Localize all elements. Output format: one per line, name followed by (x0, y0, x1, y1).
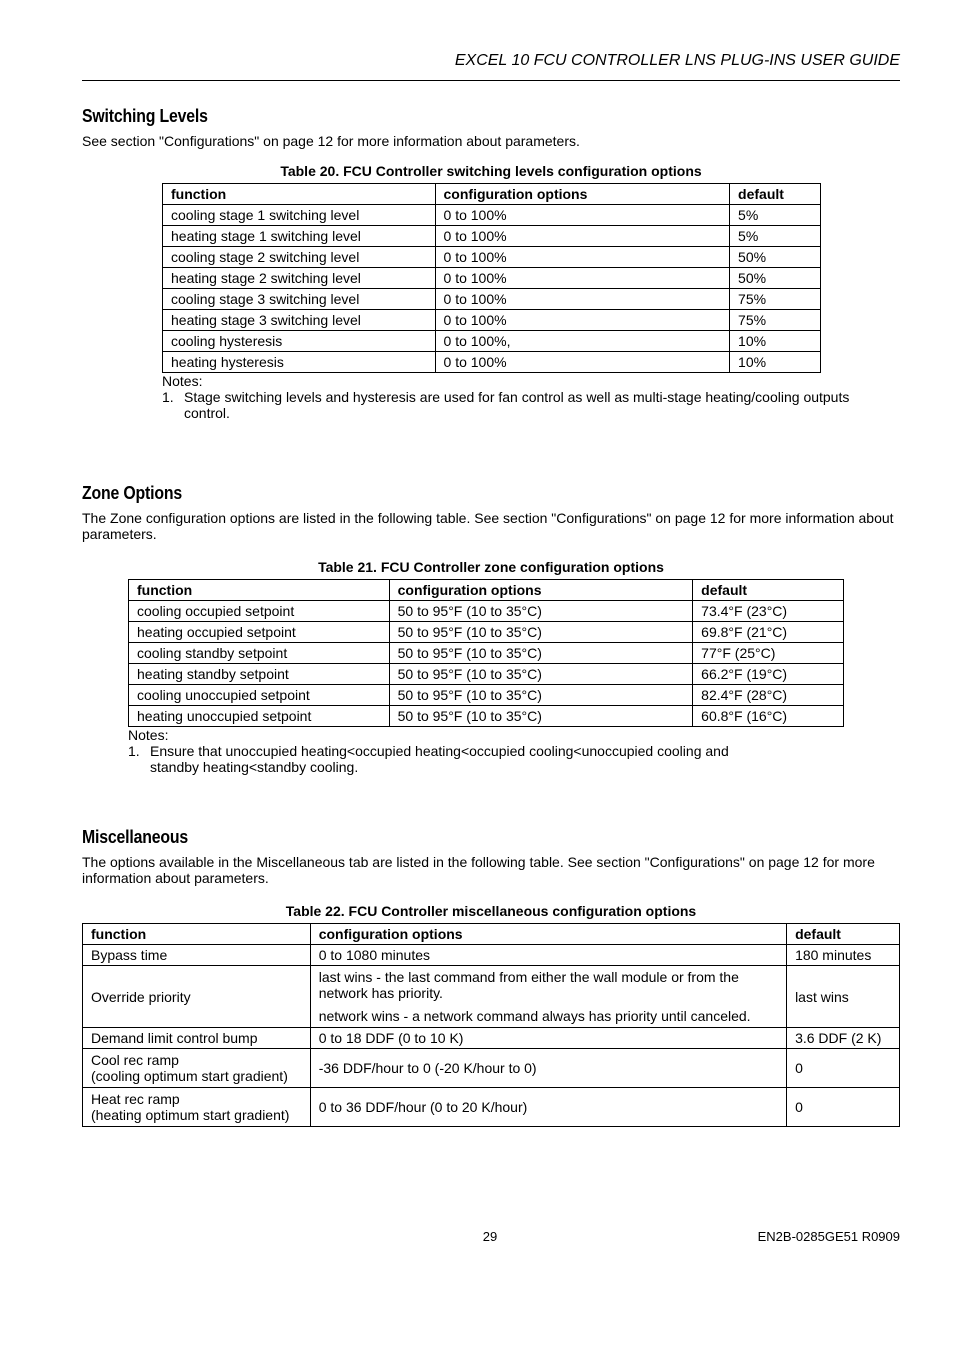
default-cell: 0 (787, 1049, 900, 1088)
default-cell: 50% (730, 247, 821, 268)
page-number: 29 (482, 1229, 498, 1244)
note-item (162, 389, 882, 421)
function-cell: cooling stage 2 switching level (163, 247, 436, 268)
miscellaneous-heading: Miscellaneous (82, 827, 188, 847)
notes-label: Notes: (162, 373, 203, 389)
default-cell: 10% (730, 352, 821, 373)
column-header: default (730, 184, 821, 205)
options-cell: 0 to 100% (435, 247, 730, 268)
function-cell: heating stage 3 switching level (163, 310, 436, 331)
table-row (83, 966, 900, 1028)
function-cell: heating occupied setpoint (129, 622, 390, 643)
option-text: last wins - the last command from either the wall module or from the network has priority. (318, 969, 739, 1001)
notes-label: Notes: (128, 727, 169, 743)
table-21 (128, 579, 844, 727)
function-cell: heating hysteresis (163, 352, 436, 373)
table-row (163, 226, 821, 247)
options-cell (310, 966, 786, 1028)
function-cell: heating stage 2 switching level (163, 268, 436, 289)
table-header-row (83, 924, 900, 945)
options-cell: 0 to 100% (435, 205, 730, 226)
note-number: 1. (128, 743, 140, 759)
table-20 (162, 183, 821, 373)
table-20-caption: Table 20. FCU Controller switching levels configuration options (280, 163, 702, 179)
note-number: 1. (162, 389, 174, 405)
table-row (163, 331, 821, 352)
zone-options-heading: Zone Options (82, 483, 182, 503)
table-row (163, 205, 821, 226)
function-cell: heating unoccupied setpoint (129, 706, 390, 727)
options-cell: 0 to 100% (435, 268, 730, 289)
options-cell: 50 to 95°F (10 to 35°C) (389, 706, 693, 727)
default-cell: 66.2°F (19°C) (693, 664, 844, 685)
default-cell: 77°F (25°C) (693, 643, 844, 664)
default-cell: 75% (730, 310, 821, 331)
zone-options-section (82, 483, 900, 775)
table-20-notes (162, 373, 882, 421)
default-cell: last wins (787, 966, 900, 1028)
table-row (129, 706, 844, 727)
option-text: network wins - a network command always has priority until canceled. (318, 1008, 751, 1024)
column-header: configuration options (389, 580, 693, 601)
zone-options-intro: The Zone configuration options are listed in the following table. See section "Configurations" on page 12 for more information about parameters. (82, 510, 894, 542)
table-row (83, 1028, 900, 1049)
default-cell: 0 (787, 1088, 900, 1127)
document-code: EN2B-0285GE51 R0909 (757, 1229, 900, 1244)
options-cell: 50 to 95°F (10 to 35°C) (389, 643, 693, 664)
miscellaneous-section (82, 827, 900, 1127)
options-cell: 50 to 95°F (10 to 35°C) (389, 664, 693, 685)
table-row (163, 247, 821, 268)
options-cell: 0 to 36 DDF/hour (0 to 20 K/hour) (310, 1088, 786, 1127)
function-cell: cooling stage 3 switching level (163, 289, 436, 310)
function-cell: Demand limit control bump (83, 1028, 311, 1049)
miscellaneous-intro: The options available in the Miscellaneous tab are listed in the following table. See section "Configurations" on page 12 for more information about parameters. (82, 854, 875, 886)
table-header-row (129, 580, 844, 601)
function-text: (cooling optimum start gradient) (91, 1068, 288, 1084)
column-header: function (83, 924, 311, 945)
table-row (163, 289, 821, 310)
function-cell: heating standby setpoint (129, 664, 390, 685)
default-cell: 75% (730, 289, 821, 310)
function-cell: cooling unoccupied setpoint (129, 685, 390, 706)
function-cell: Bypass time (83, 945, 311, 966)
default-cell: 3.6 DDF (2 K) (787, 1028, 900, 1049)
table-row (129, 622, 844, 643)
options-cell: 50 to 95°F (10 to 35°C) (389, 622, 693, 643)
default-cell: 5% (730, 226, 821, 247)
options-cell: 0 to 100%, (435, 331, 730, 352)
table-22 (82, 923, 900, 1127)
default-cell: 180 minutes (787, 945, 900, 966)
options-cell: 0 to 100% (435, 226, 730, 247)
table-row (83, 945, 900, 966)
function-cell: cooling hysteresis (163, 331, 436, 352)
function-text: Cool rec ramp (91, 1052, 179, 1068)
table-row (163, 310, 821, 331)
function-cell: cooling occupied setpoint (129, 601, 390, 622)
switching-levels-heading: Switching Levels (82, 106, 208, 126)
function-cell: cooling stage 1 switching level (163, 205, 436, 226)
column-header: default (787, 924, 900, 945)
options-cell: 0 to 1080 minutes (310, 945, 786, 966)
function-cell (83, 1049, 311, 1088)
switching-levels-section (82, 106, 900, 421)
table-21-caption: Table 21. FCU Controller zone configuration options (318, 559, 664, 575)
column-header: configuration options (310, 924, 786, 945)
default-cell: 5% (730, 205, 821, 226)
table-22-caption: Table 22. FCU Controller miscellaneous configuration options (285, 903, 697, 919)
table-row (83, 1049, 900, 1088)
default-cell: 10% (730, 331, 821, 352)
table-header-row (163, 184, 821, 205)
header-rule (82, 80, 900, 81)
function-cell: heating stage 1 switching level (163, 226, 436, 247)
default-cell: 69.8°F (21°C) (693, 622, 844, 643)
default-cell: 82.4°F (28°C) (693, 685, 844, 706)
options-cell: 0 to 100% (435, 289, 730, 310)
table-row (83, 1088, 900, 1127)
column-header: default (693, 580, 844, 601)
column-header: function (129, 580, 390, 601)
running-header: EXCEL 10 FCU CONTROLLER LNS PLUG-INS USER GUIDE (454, 52, 900, 69)
table-row (129, 601, 844, 622)
function-cell: Override priority (83, 966, 311, 1028)
table-row (129, 685, 844, 706)
options-cell: 50 to 95°F (10 to 35°C) (389, 601, 693, 622)
options-cell: 0 to 18 DDF (0 to 10 K) (310, 1028, 786, 1049)
function-text: Heat rec ramp (91, 1091, 180, 1107)
table-row (129, 643, 844, 664)
options-cell: 50 to 95°F (10 to 35°C) (389, 685, 693, 706)
function-cell (83, 1088, 311, 1127)
default-cell: 73.4°F (23°C) (693, 601, 844, 622)
options-cell: 0 to 100% (435, 352, 730, 373)
options-cell: -36 DDF/hour to 0 (-20 K/hour to 0) (310, 1049, 786, 1088)
options-cell: 0 to 100% (435, 310, 730, 331)
column-header: configuration options (435, 184, 730, 205)
table-row (163, 352, 821, 373)
column-header: function (163, 184, 436, 205)
table-row (163, 268, 821, 289)
function-text: (heating optimum start gradient) (91, 1107, 290, 1123)
function-cell: cooling standby setpoint (129, 643, 390, 664)
note-text: Ensure that unoccupied heating<occupied heating<occupied cooling<unoccupied cooling and standby heating<standby cooling. (150, 743, 729, 775)
note-text: Stage switching levels and hysteresis are used for fan control as well as multi-stage heating/cooling outputs control. (184, 389, 850, 421)
table-row (129, 664, 844, 685)
note-item (128, 743, 748, 775)
switching-levels-intro: See section "Configurations" on page 12 for more information about parameters. (82, 133, 580, 149)
default-cell: 50% (730, 268, 821, 289)
table-21-notes (128, 727, 748, 775)
default-cell: 60.8°F (16°C) (693, 706, 844, 727)
